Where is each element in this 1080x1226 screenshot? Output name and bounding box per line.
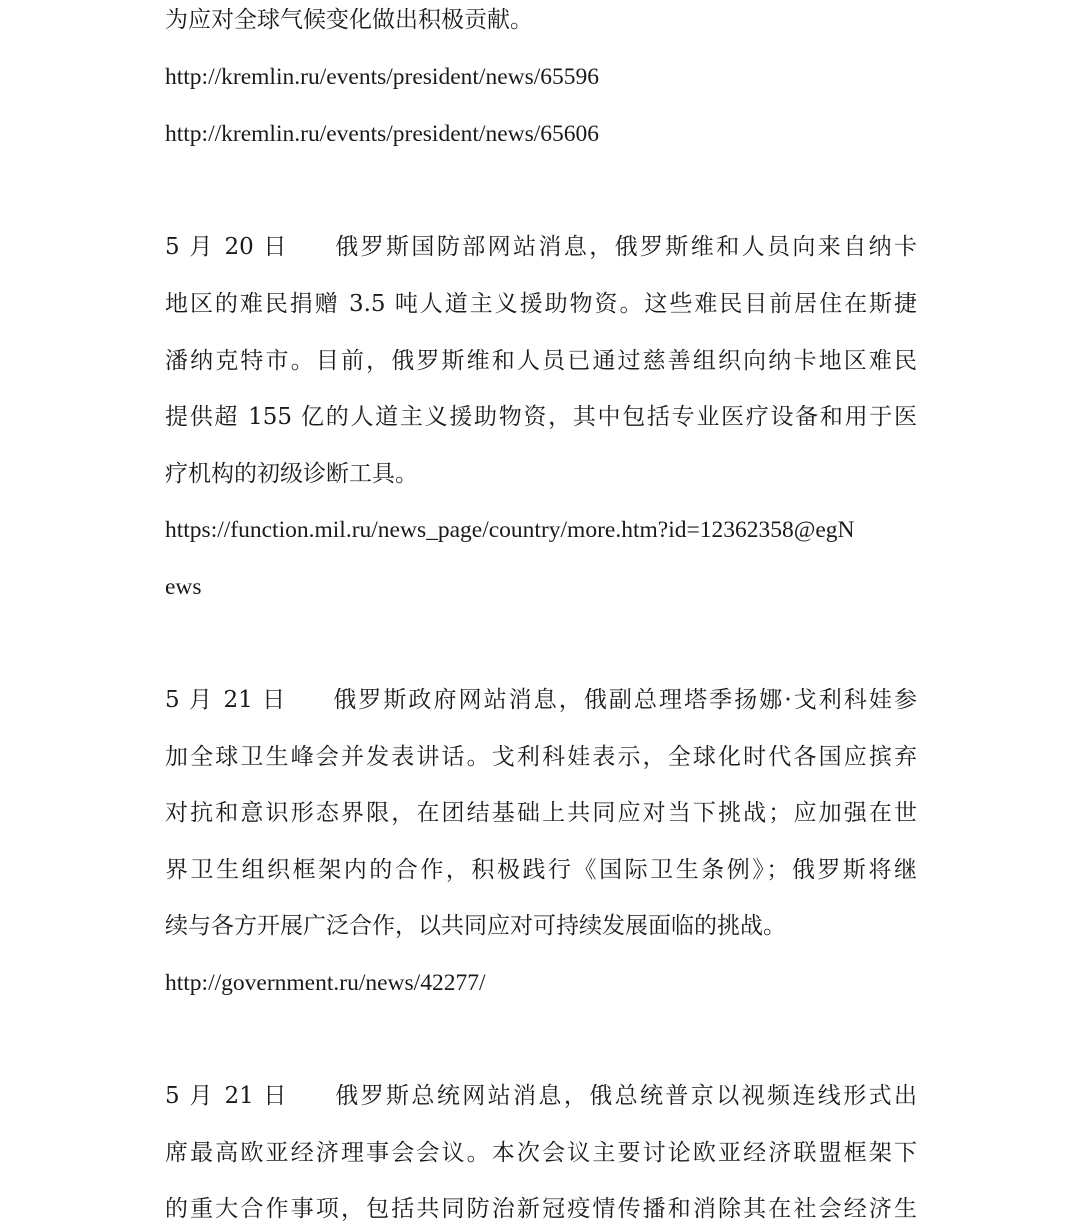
paragraph-text: 俄罗斯总统网站消息，俄总统普京以视频连线形式出 — [332, 1083, 917, 1109]
source-link[interactable]: http://government.ru/news/42277/ — [165, 970, 486, 996]
paragraph-line: 疗机构的初级诊断工具。 — [165, 461, 418, 487]
paragraph-line: 提供超 155 亿的人道主义援助物资，其中包括专业医疗设备和用于医 — [165, 404, 917, 430]
paragraph-line: 对抗和意识形态界限，在团结基础上共同应对当下挑战；应加强在世 — [165, 800, 917, 826]
paragraph-line: 的重大合作事项，包括共同防治新冠疫情传播和消除其在社会经济生 — [165, 1196, 917, 1222]
entry-first-line — [165, 1076, 917, 1116]
source-link[interactable]: http://kremlin.ru/events/president/news/65596 — [165, 64, 600, 90]
source-link[interactable]: https://function.mil.ru/news_page/country/more.htm?id=12362358@egN — [165, 517, 855, 543]
paragraph-line: 为应对全球气候变化做出积极贡献。 — [165, 7, 533, 33]
paragraph-text: 俄罗斯政府网站消息，俄副总理塔季扬娜·戈利科娃参 — [331, 687, 917, 713]
entry-first-line — [165, 227, 917, 267]
entry-first-line — [165, 680, 917, 720]
paragraph-line: 界卫生组织框架内的合作，积极践行《国际卫生条例》；俄罗斯将继 — [165, 857, 917, 883]
paragraph-line: 地区的难民捐赠 3.5 吨人道主义援助物资。这些难民目前居住在斯捷 — [165, 291, 917, 317]
entry-date: 5 月 21 日 — [165, 1083, 289, 1109]
source-link-continued[interactable]: ews — [165, 574, 202, 600]
entry-date: 5 月 20 日 — [165, 234, 289, 260]
paragraph-text: 俄罗斯国防部网站消息，俄罗斯维和人员向来自纳卡 — [332, 234, 917, 260]
paragraph-line: 席最高欧亚经济理事会会议。本次会议主要讨论欧亚经济联盟框架下 — [165, 1140, 917, 1166]
entry-date: 5 月 21 日 — [165, 687, 288, 713]
source-link[interactable]: http://kremlin.ru/events/president/news/65606 — [165, 121, 600, 147]
paragraph-line: 续与各方开展广泛合作，以共同应对可持续发展面临的挑战。 — [165, 913, 786, 939]
paragraph-line: 潘纳克特市。目前，俄罗斯维和人员已通过慈善组织向纳卡地区难民 — [165, 348, 917, 374]
paragraph-line: 加全球卫生峰会并发表讲话。戈利科娃表示，全球化时代各国应摈弃 — [165, 744, 917, 770]
